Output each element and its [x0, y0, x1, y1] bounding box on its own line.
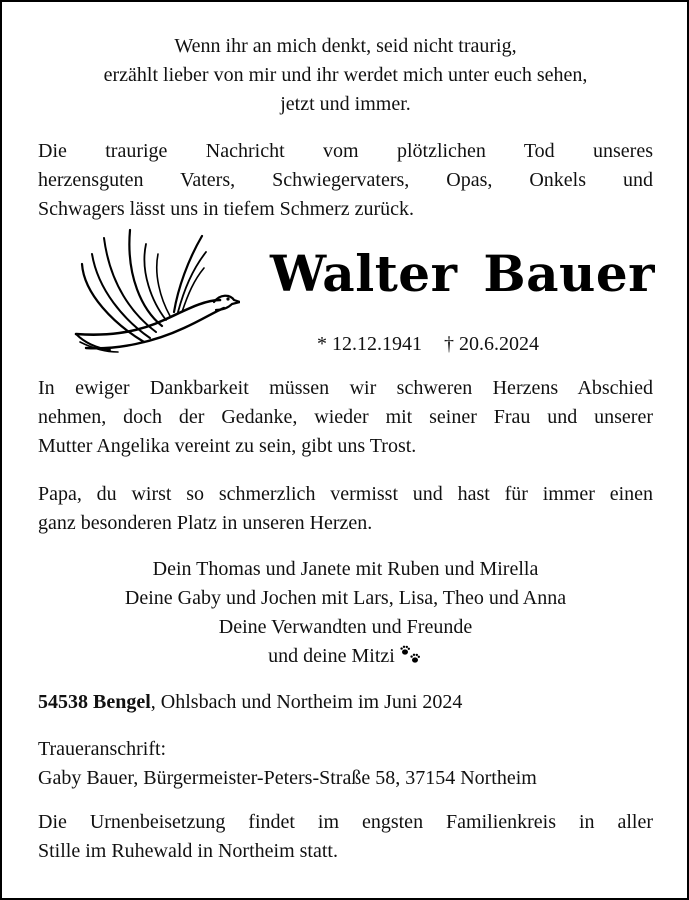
mourner-line: Dein Thomas und Janete mit Ruben und Mirella [152, 558, 539, 580]
announcement-line: Schwagers lässt uns in tiefem Schmerz zurück. [38, 198, 415, 220]
deceased-name: Walter Bauer [270, 244, 656, 303]
place-rest: , Ohlsbach und Northeim im Juni 2024 [150, 691, 463, 713]
life-dates [317, 330, 539, 359]
missed-paragraph [38, 480, 653, 538]
poem-line: erzählt lieber von mir und ihr werdet mich unter euch sehen, [103, 64, 588, 86]
place-and-date [38, 688, 653, 717]
address-label: Traueranschrift: [38, 738, 167, 760]
dove-icon [74, 224, 240, 354]
mourners-list [38, 555, 653, 671]
mourner-text: und deine Mitzi [268, 645, 395, 667]
poem-line: Wenn ihr an mich denkt, seid nicht traurig, [174, 35, 517, 57]
paragraph-line: Mutter Angelika vereint zu sein, gibt uns Trost. [38, 435, 417, 457]
paragraph-line: In ewiger Dankbarkeit müssen wir schweren Herzens Abschied [38, 377, 653, 399]
burial-line: Stille im Ruhewald in Northeim statt. [38, 840, 338, 862]
death-date: † 20.6.2024 [444, 333, 539, 355]
mourning-address [38, 735, 653, 793]
poem-line: jetzt und immer. [280, 93, 411, 115]
burial-notice [38, 808, 653, 866]
paragraph-line: ganz besonderen Platz in unseren Herzen. [38, 512, 373, 534]
mourner-line: Deine Gaby und Jochen mit Lars, Lisa, Theo und Anna [124, 587, 567, 609]
announcement-line: Die traurige Nachricht vom plötzlichen Tod unseres [38, 140, 653, 162]
address-value: Gaby Bauer, Bürgermeister-Peters-Straße 58, 37154 Northeim [38, 767, 537, 789]
birth-date: * 12.12.1941 [317, 333, 422, 355]
mourner-line-last [38, 642, 653, 671]
gratitude-paragraph [38, 374, 653, 461]
death-announcement [38, 137, 653, 224]
mourner-line: Deine Verwandten und Freunde [218, 616, 473, 638]
announcement-line: herzensguten Vaters, Schwiegervaters, Opas, Onkels und [38, 169, 653, 191]
paragraph-line: nehmen, doch der Gedanke, wieder mit seiner Frau und unserer [38, 406, 653, 428]
poem [38, 32, 653, 119]
burial-line: Die Urnenbeisetzung findet im engsten Familienkreis in aller [38, 811, 653, 833]
place-bold: 54538 Bengel [38, 691, 151, 713]
paragraph-line: Papa, du wirst so schmerzlich vermisst und hast für immer einen [38, 483, 653, 505]
paw-prints-icon [399, 645, 423, 665]
